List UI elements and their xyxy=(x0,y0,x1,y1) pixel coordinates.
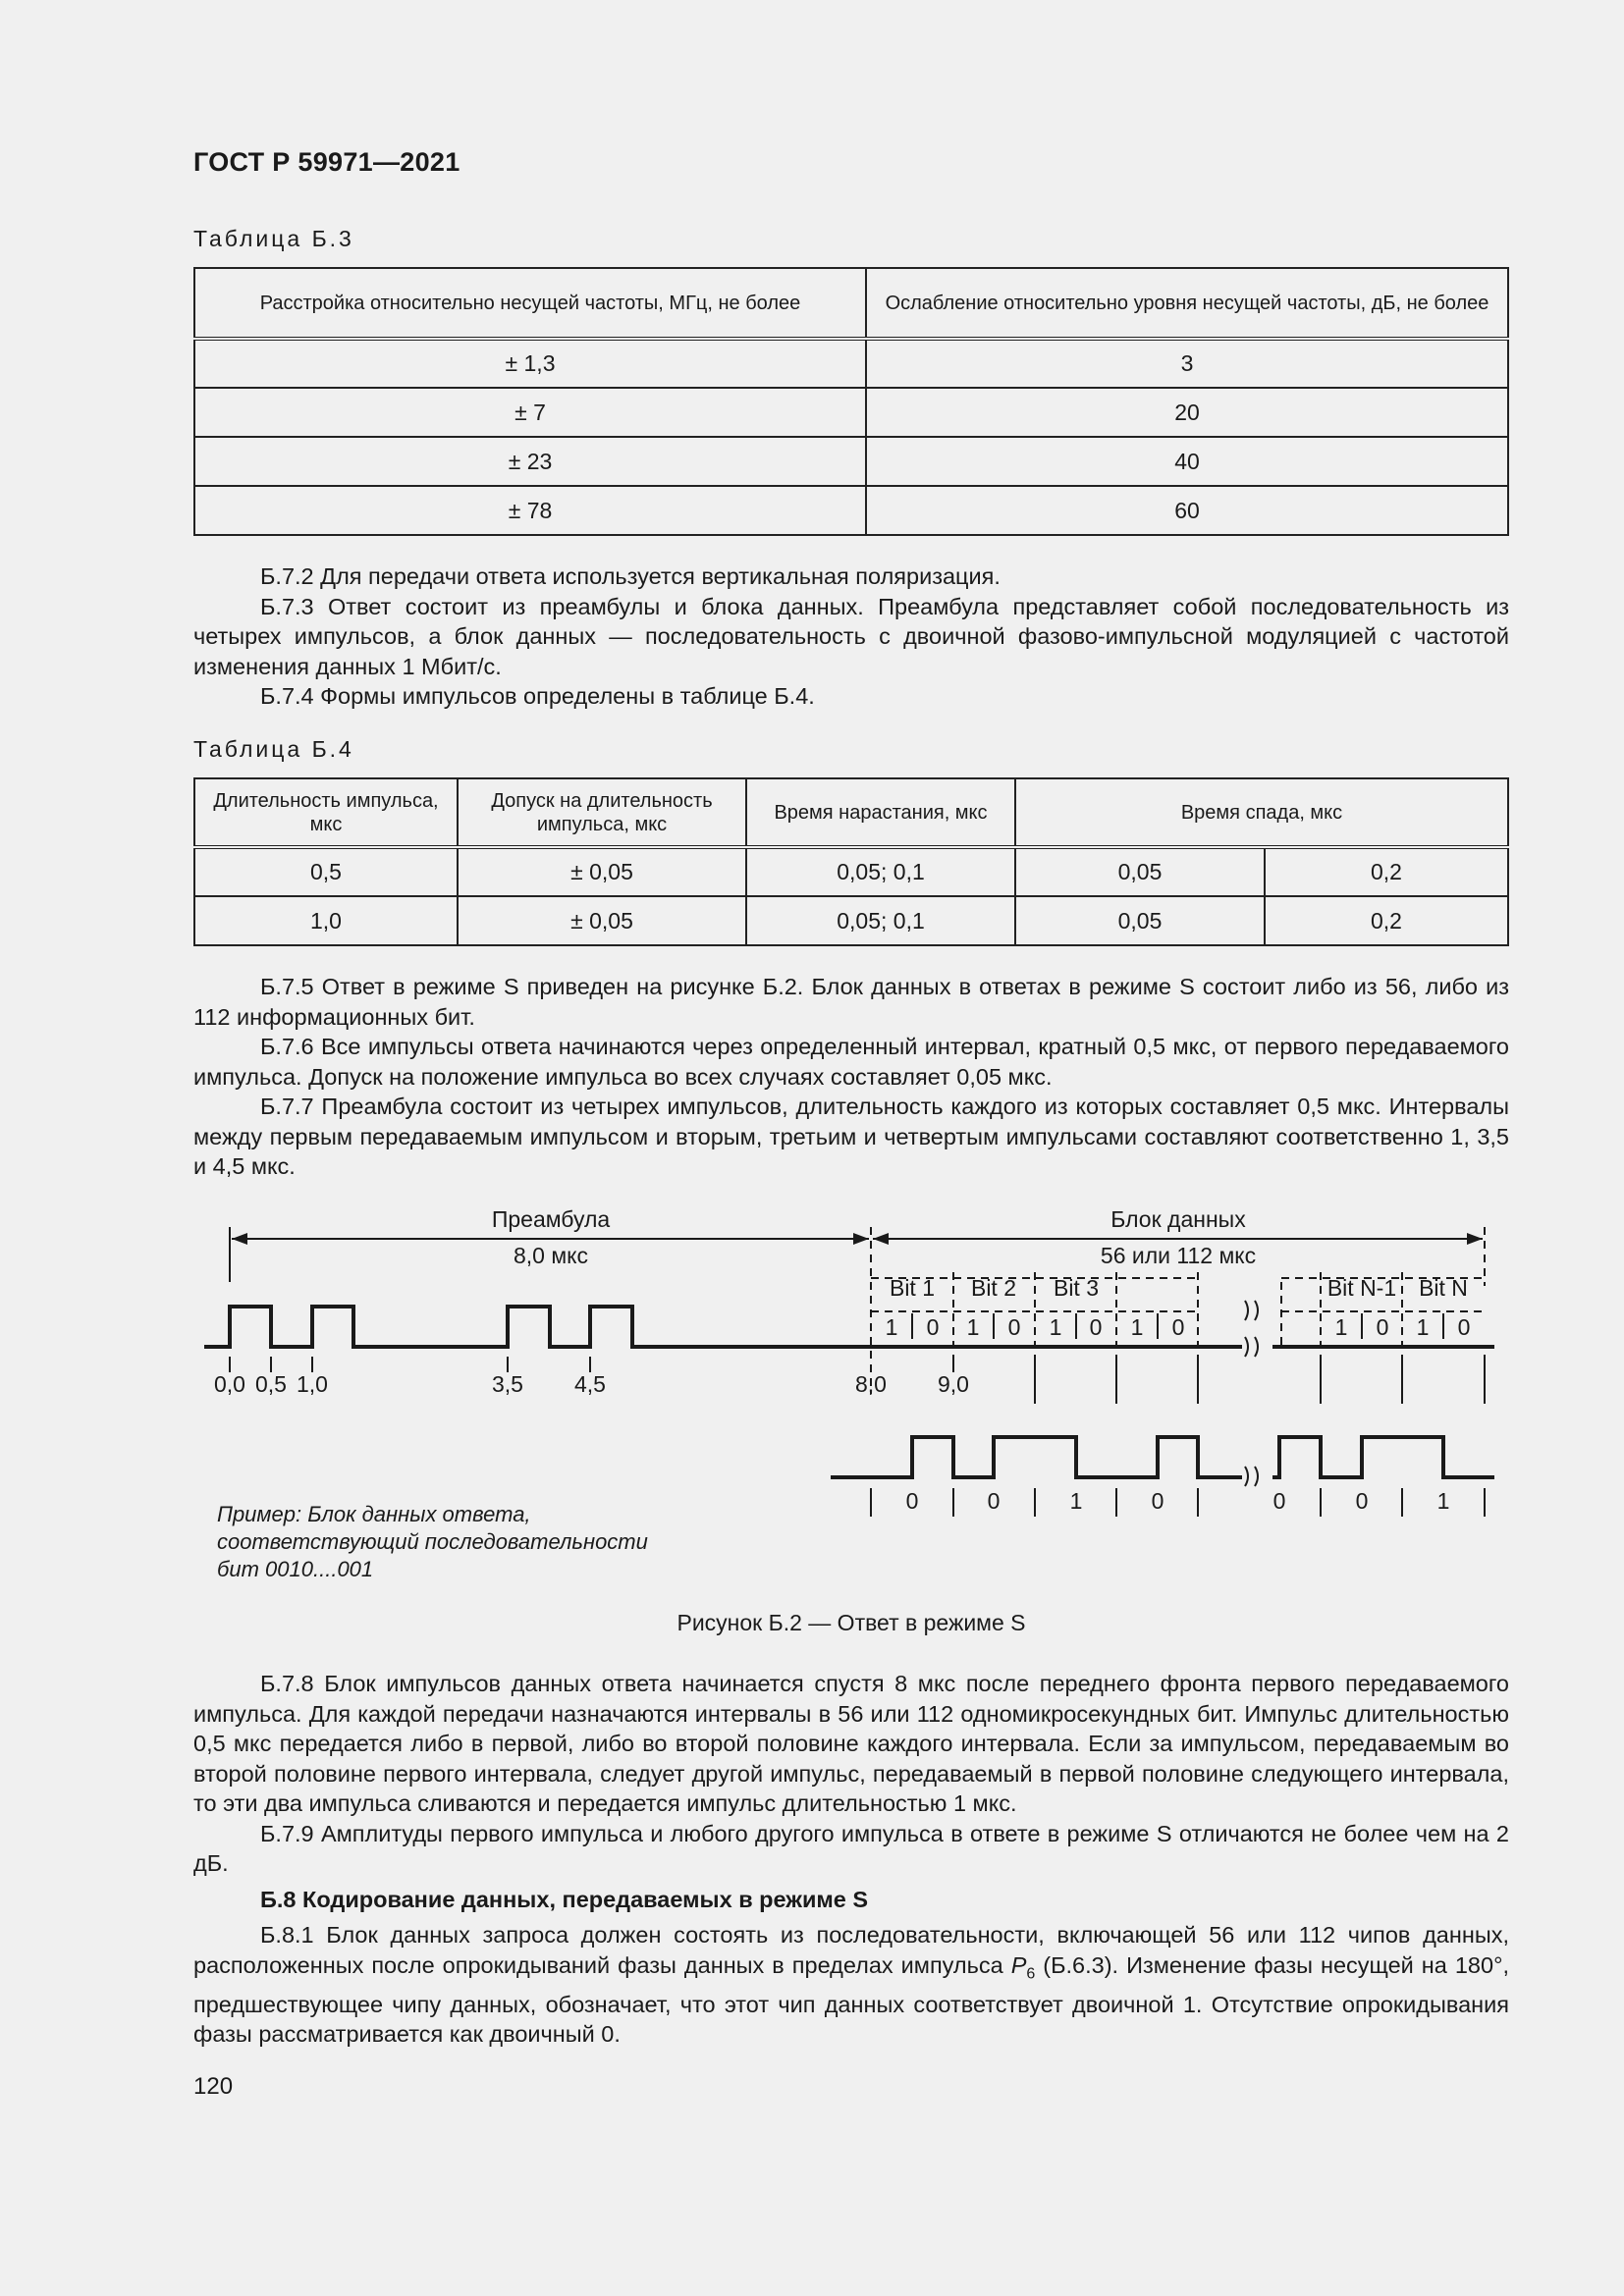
table-cell: 0,05; 0,1 xyxy=(746,896,1015,945)
paragraph: Б.7.3 Ответ состоит из преамбулы и блока данных. Преамбула представляет собой последовательность из четырех импульсов, а блок данных — последовательность с двоичной фазово-импульсной модуляцией с частотой изменения данных 1 Мбит/с. xyxy=(193,593,1509,679)
table-b4-header-rise: Время нарастания, мкс xyxy=(746,778,1015,847)
example-bit-value: 0 xyxy=(1355,1488,1369,1514)
table-b4-header-fall: Время спада, мкс xyxy=(1015,778,1508,847)
bit-label: Bit N-1 xyxy=(1326,1275,1397,1301)
pulse-symbol: P xyxy=(1010,1951,1027,1978)
time-tick-label: 8,0 xyxy=(855,1371,887,1397)
table-cell: 1,0 xyxy=(194,896,458,945)
table-b4-header-duration: Длительность импульса, мкс xyxy=(194,778,458,847)
example-bit-value: 1 xyxy=(1436,1488,1450,1514)
time-tick-label: 0,5 xyxy=(255,1371,287,1397)
table-cell: 20 xyxy=(866,388,1508,437)
chip-value: 1 xyxy=(1049,1314,1062,1340)
table-cell: 60 xyxy=(866,486,1508,535)
bit-label: Bit N xyxy=(1419,1275,1468,1301)
example-bit-value: 0 xyxy=(1151,1488,1164,1514)
table-cell: 0,05 xyxy=(1015,847,1265,896)
chip-value: 0 xyxy=(1007,1314,1021,1340)
paragraph: Б.7.6 Все импульсы ответа начинаются через определенный интервал, кратный 0,5 мкс, от первого передаваемого импульса. Допуск на положение импульса во всех случаях составляет 0,05 мкс. xyxy=(193,1034,1509,1090)
bit-label: Bit 2 xyxy=(970,1275,1017,1301)
bit-label: Bit 3 xyxy=(1053,1275,1100,1301)
paragraph-text: (Б.6.3). Изменение фазы несущей на 180°, предшествующее чипу данных, обозначает, что этот чип данных соответствует двоичной 1. Отсутствие опрокидывания фазы рассматривается как двоичный 0. xyxy=(193,1951,1509,2048)
chip-value: 0 xyxy=(1171,1314,1185,1340)
time-tick-label: 3,5 xyxy=(492,1371,523,1397)
table-cell: 0,2 xyxy=(1265,847,1508,896)
data-block-duration: 56 или 112 мкс xyxy=(1100,1243,1257,1268)
table-b4-caption: Таблица Б.4 xyxy=(193,736,354,762)
table-b4-header-tolerance: Допуск на длительность импульса, мкс xyxy=(458,778,746,847)
paragraph: Б.7.9 Амплитуды первого импульса и любого другого импульса в ответе в режиме S отличаются не более чем на 2 дБ. xyxy=(193,1820,1509,1876)
paragraph: Б.7.4 Формы импульсов определены в таблице Б.4. xyxy=(260,683,815,709)
document-header: ГОСТ Р 59971—2021 xyxy=(193,147,460,177)
table-cell: 0,05; 0,1 xyxy=(746,847,1015,896)
chip-value: 1 xyxy=(1130,1314,1144,1340)
example-note-line: Пример: Блок данных ответа, xyxy=(217,1502,531,1526)
chip-value: 0 xyxy=(926,1314,940,1340)
time-tick-label: 4,5 xyxy=(574,1371,606,1397)
example-bit-value: 1 xyxy=(1069,1488,1083,1514)
section-heading: Б.8 Кодирование данных, передаваемых в режиме S xyxy=(260,1886,869,1912)
chip-value: 0 xyxy=(1457,1314,1471,1340)
chip-value: 1 xyxy=(966,1314,980,1340)
data-block-label: Блок данных xyxy=(1110,1206,1246,1232)
paragraph: Б.7.5 Ответ в режиме S приведен на рисунке Б.2. Блок данных в ответах в режиме S состоит либо из 56, либо из 112 информационных бит. xyxy=(193,974,1509,1030)
paragraph: Б.7.8 Блок импульсов данных ответа начинается спустя 8 мкс после переднего фронта первого передаваемого импульса. Для каждой передачи назначаются интервалы в 56 или 112 одномикросекундных бит. Импульс длительностью 0,5 мкс передается либо в первой, либо во второй половине каждого интервала. Если за импульсом, передаваемым во второй половине первого интервала, следует другой импульс, передаваемый в первой половине следующего интервала, то эти два импульса сливаются и передается импульс длительностью 1 мкс. xyxy=(193,1671,1509,1816)
chip-value: 1 xyxy=(1416,1314,1430,1340)
page-number: 120 xyxy=(193,2073,234,2100)
example-bit-value: 0 xyxy=(905,1488,919,1514)
table-cell: 0,2 xyxy=(1265,896,1508,945)
paragraph-text: Б.8.1 Блок данных запроса должен состоять из последовательности, включающей 56 или 112 чипов данных, расположенных после опрокидываний фазы данных в пределах импульса xyxy=(193,1922,1509,1978)
chip-value: 0 xyxy=(1376,1314,1389,1340)
table-b3-header-detune: Расстройка относительно несущей частоты, МГц, не более xyxy=(194,268,866,339)
bit-label: Bit 1 xyxy=(889,1275,936,1301)
time-tick-label: 1,0 xyxy=(297,1371,328,1397)
example-bit-value: 0 xyxy=(1272,1488,1286,1514)
table-cell: ± 0,05 xyxy=(458,896,746,945)
chip-value: 1 xyxy=(1334,1314,1348,1340)
table-cell: 3 xyxy=(866,339,1508,388)
table-cell: ± 23 xyxy=(194,437,866,486)
preamble-duration: 8,0 мкс xyxy=(514,1243,588,1268)
time-tick-label: 9,0 xyxy=(938,1371,969,1397)
table-cell: ± 7 xyxy=(194,388,866,437)
table-cell: ± 1,3 xyxy=(194,339,866,388)
example-note-line: соответствующий последовательности xyxy=(217,1529,648,1554)
time-tick-label: 0,0 xyxy=(214,1371,245,1397)
paragraph: Б.7.2 Для передачи ответа используется вертикальная поляризация. xyxy=(260,563,1001,589)
table-b3-caption: Таблица Б.3 xyxy=(193,226,354,251)
table-cell: ± 0,05 xyxy=(458,847,746,896)
paragraph-block-3 xyxy=(193,1669,1509,2050)
table-cell: ± 78 xyxy=(194,486,866,535)
figure-caption: Рисунок Б.2 — Ответ в режиме S xyxy=(677,1610,1026,1635)
preamble-label: Преамбула xyxy=(491,1206,611,1232)
table-cell: 0,5 xyxy=(194,847,458,896)
chip-value: 1 xyxy=(885,1314,898,1340)
example-bit-value: 0 xyxy=(987,1488,1001,1514)
paragraph: Б.7.7 Преамбула состоит из четырех импульсов, длительность каждого из которых составляет 0,5 мкс. Интервалы между первым передаваемым импульсом и вторым, третьим и четвертым импульсами составляют соответственно 1, 3,5 и 4,5 мкс. xyxy=(193,1094,1509,1179)
paragraph xyxy=(193,1920,1509,2050)
table-cell: 40 xyxy=(866,437,1508,486)
chip-value: 0 xyxy=(1089,1314,1103,1340)
example-note-line: бит 0010....001 xyxy=(217,1557,374,1581)
table-cell: 0,05 xyxy=(1015,896,1265,945)
table-b3-header-atten: Ослабление относительно уровня несущей частоты, дБ, не более xyxy=(866,268,1508,339)
pulse-subscript: 6 xyxy=(1026,1965,1036,1983)
